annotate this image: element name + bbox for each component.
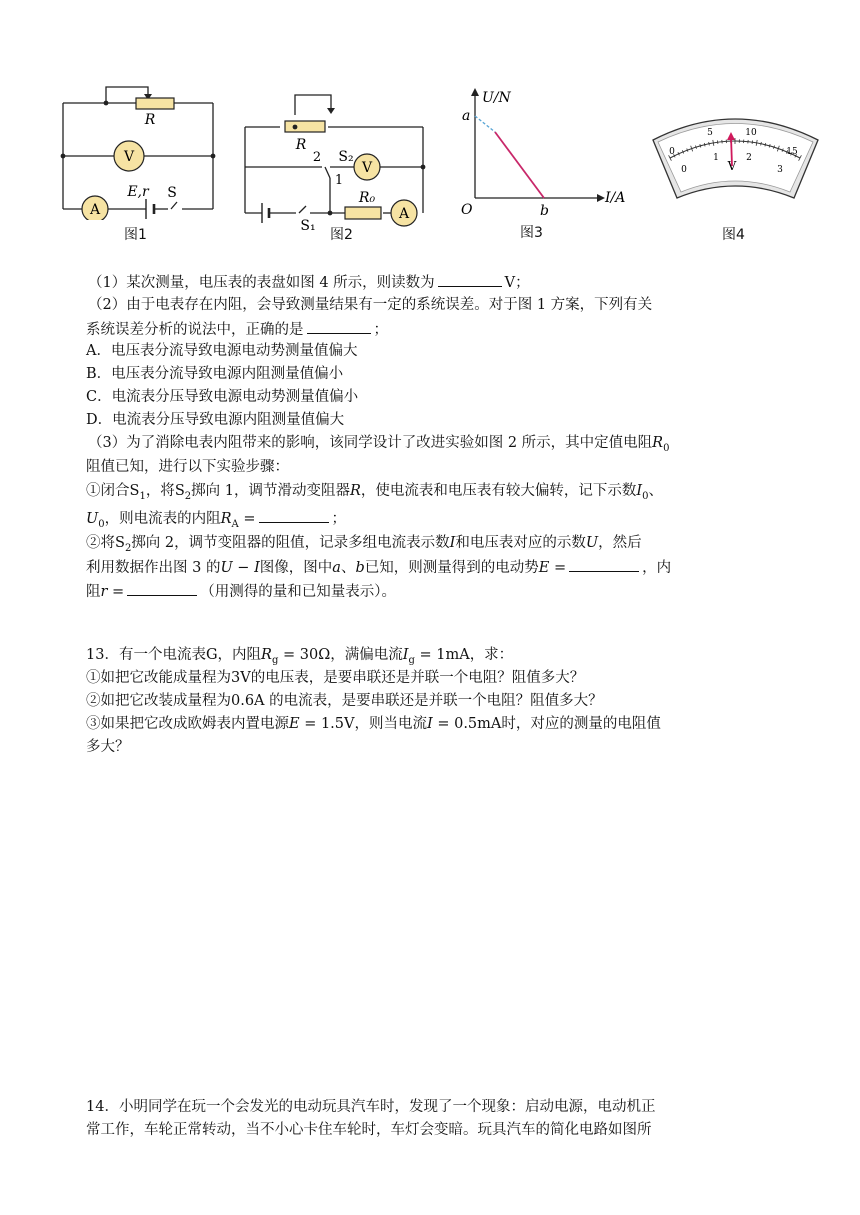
q12-part3-line1: （3）为了消除电表内阻带来的影响，该同学设计了改进实验如图 2 所示，其中定值电阻$R_0$	[88, 435, 670, 454]
fig1-label-v: V	[123, 149, 135, 165]
fig2-label-2: 2	[312, 150, 322, 165]
fig4-inner-label-1: 1	[713, 153, 719, 163]
fig2-rheostat-r	[285, 121, 325, 132]
fig4-inner-label-0: 0	[681, 165, 687, 175]
fig3-label-xaxis: I/A	[605, 190, 626, 206]
fig2-label-r0: R₀	[358, 190, 376, 206]
figure-1-caption: 图1	[124, 227, 147, 243]
fig1-label-er: E,r	[127, 184, 149, 200]
q12-step1-line1: ①闭合$S_1$，将$S_2$掷向 1，调节滑动变阻器R，使电流表和电压表有较大偏转，记下示数$I_0$、	[86, 483, 663, 502]
q12-emf-blank[interactable]	[569, 557, 639, 572]
q12-part2-line2: 系统误差分析的说法中，正确的是 ；	[86, 319, 388, 339]
q12-part3-line2: 阻值已知，进行以下实验步骤：	[86, 459, 289, 475]
q13-line4: ③如果把它改成欧姆表内置电源E = 1.5V，则当电流I = 0.5mA时，对应的测量的电阻值	[86, 716, 661, 732]
fig4-inner-label-3: 3	[777, 165, 783, 175]
fig1-label-a: A	[89, 202, 101, 218]
q12-step1-line2: $U_0$，则电流表的内阻$R_A$ = ；	[86, 508, 346, 534]
fig4-outer-label-15: 15	[786, 147, 798, 157]
figure-4-caption: 图4	[722, 227, 745, 243]
figure-3-caption: 图3	[520, 225, 543, 241]
fig4-label-v: V	[727, 159, 737, 173]
fig4-outer-label-5: 5	[707, 128, 713, 138]
q12-step2-line2: 利用数据作出图 3 的U − I图像，图中a、b已知，则测量得到的电动势E = ，内	[86, 557, 671, 577]
fig2-resistor-r0	[345, 207, 381, 219]
fig4-inner-label-2: 2	[746, 153, 752, 163]
q12-r-blank[interactable]	[127, 581, 197, 596]
fig3-label-origin: O	[461, 202, 473, 218]
q13-line5: 多大？	[86, 739, 130, 755]
q12-option-c: C．电流表分压导致电源电动势测量值偏小	[86, 389, 359, 405]
fig3-ui-line	[495, 132, 544, 198]
fig1-label-s: S	[167, 185, 177, 201]
fig4-outer-label-10: 10	[745, 128, 757, 138]
q12-ra-blank[interactable]	[259, 508, 329, 523]
figure-4-voltmeter-dial	[648, 110, 823, 215]
fig2-label-a: A	[398, 206, 410, 222]
fig1-rheostat-r	[136, 98, 174, 109]
q12-part1: （1）某次测量，电压表的表盘如图 4 所示，则读数为 V；	[88, 272, 530, 292]
q14-line1: 14．小明同学在玩一个会发光的电动玩具汽车时，发现了一个现象：启动电源，电动机正	[86, 1099, 656, 1115]
fig3-label-yaxis: U/N	[482, 90, 511, 106]
fig2-label-s2: S₂	[338, 149, 354, 165]
q13-line1: 13．有一个电流表G，内阻$R_g = 30\Omega$，满偏电流$I_g = 1mA$，求：	[86, 647, 514, 666]
figure-3-ui-graph	[455, 82, 645, 222]
figure-1-circuit	[58, 80, 228, 220]
fig4-outer-label-0: 0	[669, 147, 675, 157]
fig3-label-b: b	[540, 203, 549, 219]
q12-part2-line1: （2）由于电表存在内阻，会导致测量结果有一定的系统误差。对于图 1 方案，下列有关	[88, 297, 653, 313]
fig2-label-s1: S₁	[300, 218, 316, 234]
fig3-extrapolated-segment	[475, 116, 495, 132]
fig3-label-a: a	[462, 108, 471, 124]
q13-line3: ②如把它改装成量程为0.6A 的电流表，是要串联还是并联一个电阻？阻值多大？	[86, 693, 603, 709]
fig2-label-1: 1	[334, 173, 344, 188]
q12-option-d: D．电流表分压导致电源内阻测量值偏大	[86, 412, 345, 428]
fig1-label-r: R	[144, 112, 156, 128]
q12-part2-blank[interactable]	[307, 319, 371, 334]
q13-line2: ①如把它改能成量程为3V的电压表，是要串联还是并联一个电阻？阻值多大？	[86, 670, 585, 686]
q12-option-b: B．电压表分流导致电源内阻测量值偏小	[86, 366, 344, 382]
q12-step2-line1: ②将$S_2$掷向 2，调节变阻器的阻值，记录多组电流表示数I和电压表对应的示数U，然后	[86, 535, 642, 554]
fig2-label-v: V	[361, 160, 373, 176]
figure-2-caption: 图2	[330, 227, 353, 243]
q14-line2: 常工作，车轮正常转动，当不小心卡住车轮时，车灯会变暗。玩具汽车的简化电路如图所	[86, 1122, 652, 1138]
fig2-label-r: R	[295, 137, 307, 153]
q12-part1-blank[interactable]	[438, 272, 502, 287]
q12-option-a: A．电压表分流导致电源电动势测量值偏大	[86, 343, 358, 359]
figure-2-circuit	[238, 88, 433, 238]
q12-step2-line3: 阻r = （用测得的量和已知量表示）。	[86, 581, 396, 601]
